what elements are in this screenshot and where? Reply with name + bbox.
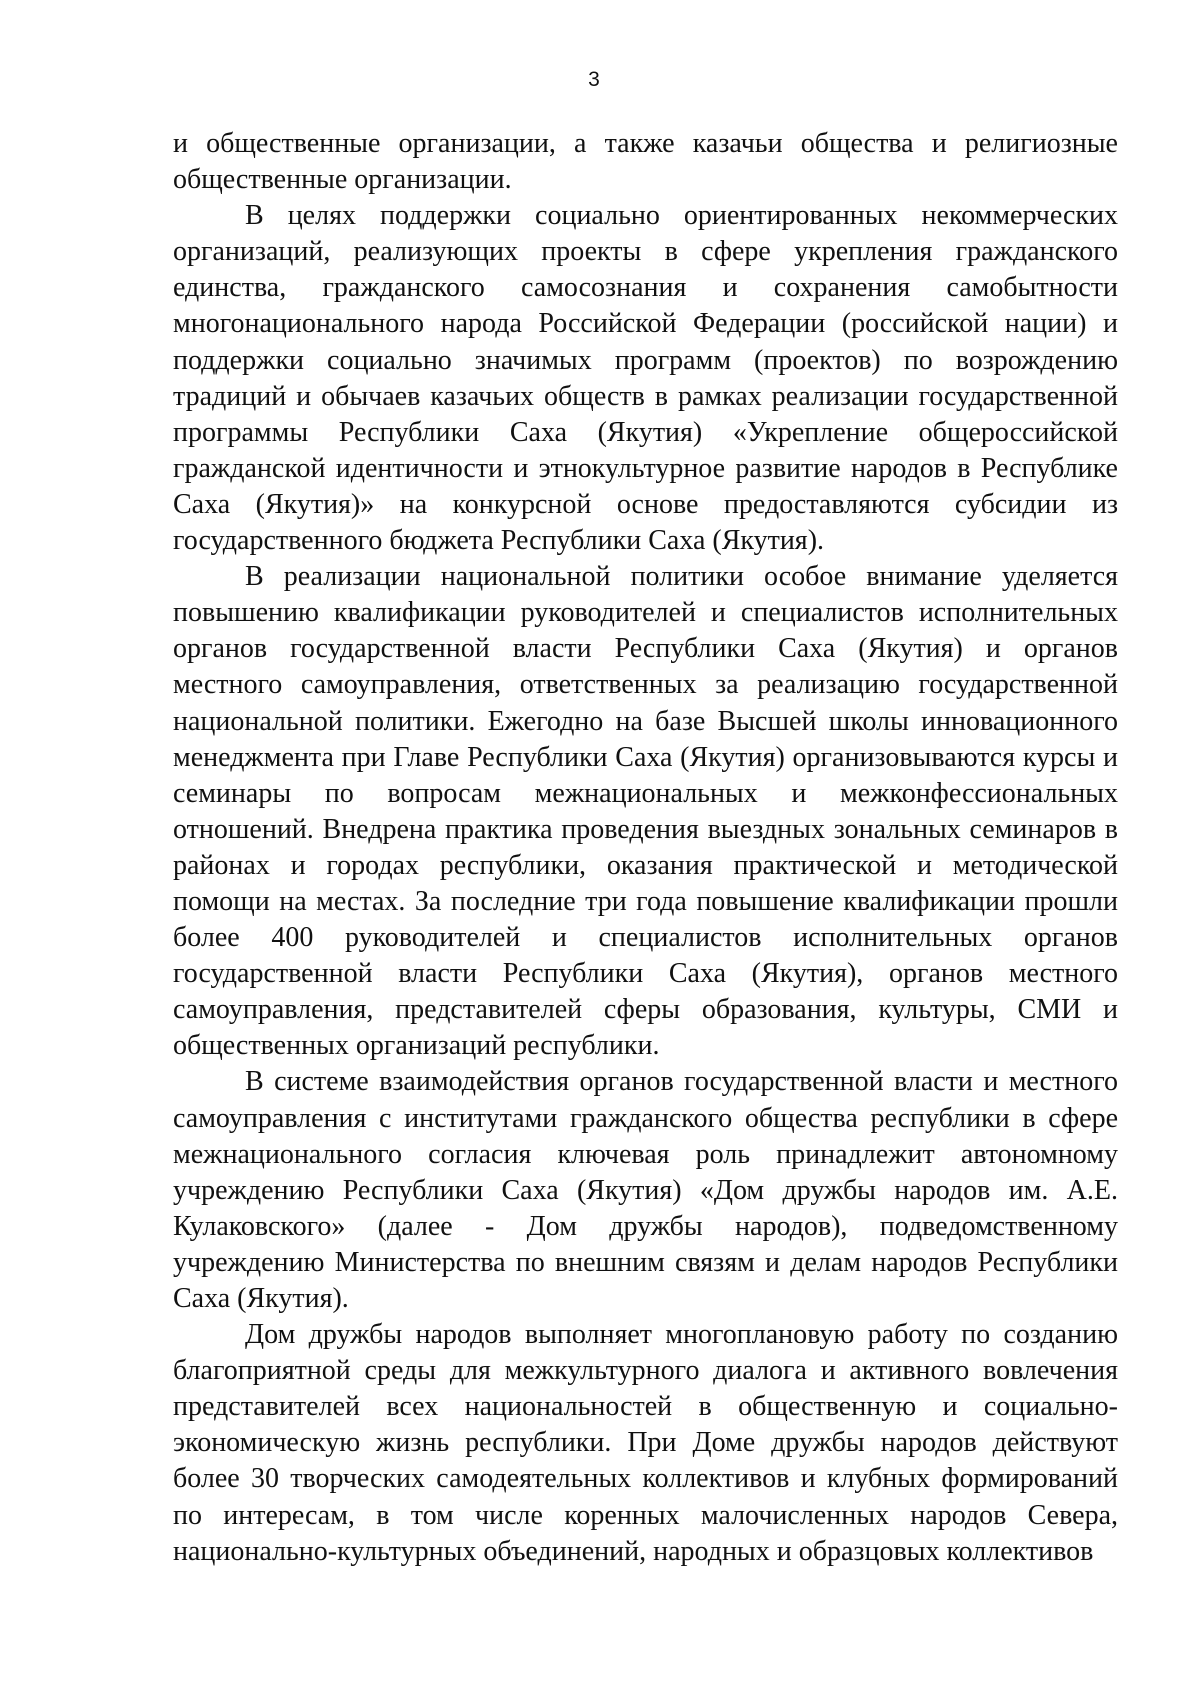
paragraph-subsidies: В целях поддержки социально ориентированных некоммерческих организаций, реализующих проекты в сфере укрепления гражданского единства, гражданского самосознания и сохранения самобытности многонационального народа Российской Федерации (российской нации) и поддержки социально значимых программ (проектов) по возрождению традиций и обычаев казачьих обществ в рамках реализации государственной программы Республики Саха (Якутия) «Укрепление общероссийской гражданской идентичности и этнокультурное развитие народов в Республике Саха (Якутия)» на конкурсной основе предоставляются субсидии из государственного бюджета Республики Саха (Якутия). [173, 200, 1118, 557]
paragraph-continuation: и общественные организации, а также казачьи общества и религиозные общественные организации. [173, 128, 1118, 196]
document-body [173, 126, 1118, 1570]
paragraph-house-of-friendship: В системе взаимодействия органов государственной власти и местного самоуправления с институтами гражданского общества республики в сфере межнационального согласия ключевая роль принадлежит автономному учреждению Республики Саха (Якутия) «Дом дружбы народов им. А.Е. Кулаковского» (далее - Дом дружбы народов), подведомственному учреждению Министерства по внешним связям и делам народов Республики Саха (Якутия). [173, 1066, 1118, 1314]
page-number: 3 [588, 68, 600, 91]
paragraph-house-activities: Дом дружбы народов выполняет многоплановую работу по созданию благоприятной среды для межкультурного диалога и активного вовлечения представителей всех национальностей в общественную и социально-экономическую жизнь республики. При Доме дружбы народов действуют более 30 творческих самодеятельных коллективов и клубных формирований по интересам, в том числе коренных малочисленных народов Севера, национально-культурных объединений, народных и образцовых коллективов [173, 1319, 1118, 1567]
paragraph-qualification: В реализации национальной политики особое внимание уделяется повышению квалификации руководителей и специалистов исполнительных органов государственной власти Республики Саха (Якутия) и органов местного самоуправления, ответственных за реализацию государственной национальной политики. Ежегодно на базе Высшей школы инновационного менеджмента при Главе Республики Саха (Якутия) организовываются курсы и семинары по вопросам межнациональных и межконфессиональных отношений. Внедрена практика проведения выездных зональных семинаров в районах и городах республики, оказания практической и методической помощи на местах. За последние три года повышение квалификации прошли более 400 руководителей и специалистов исполнительных органов государственной власти Республики Саха (Якутия), органов местного самоуправления, представителей сферы образования, культуры, СМИ и общественных организаций республики. [173, 561, 1118, 1062]
